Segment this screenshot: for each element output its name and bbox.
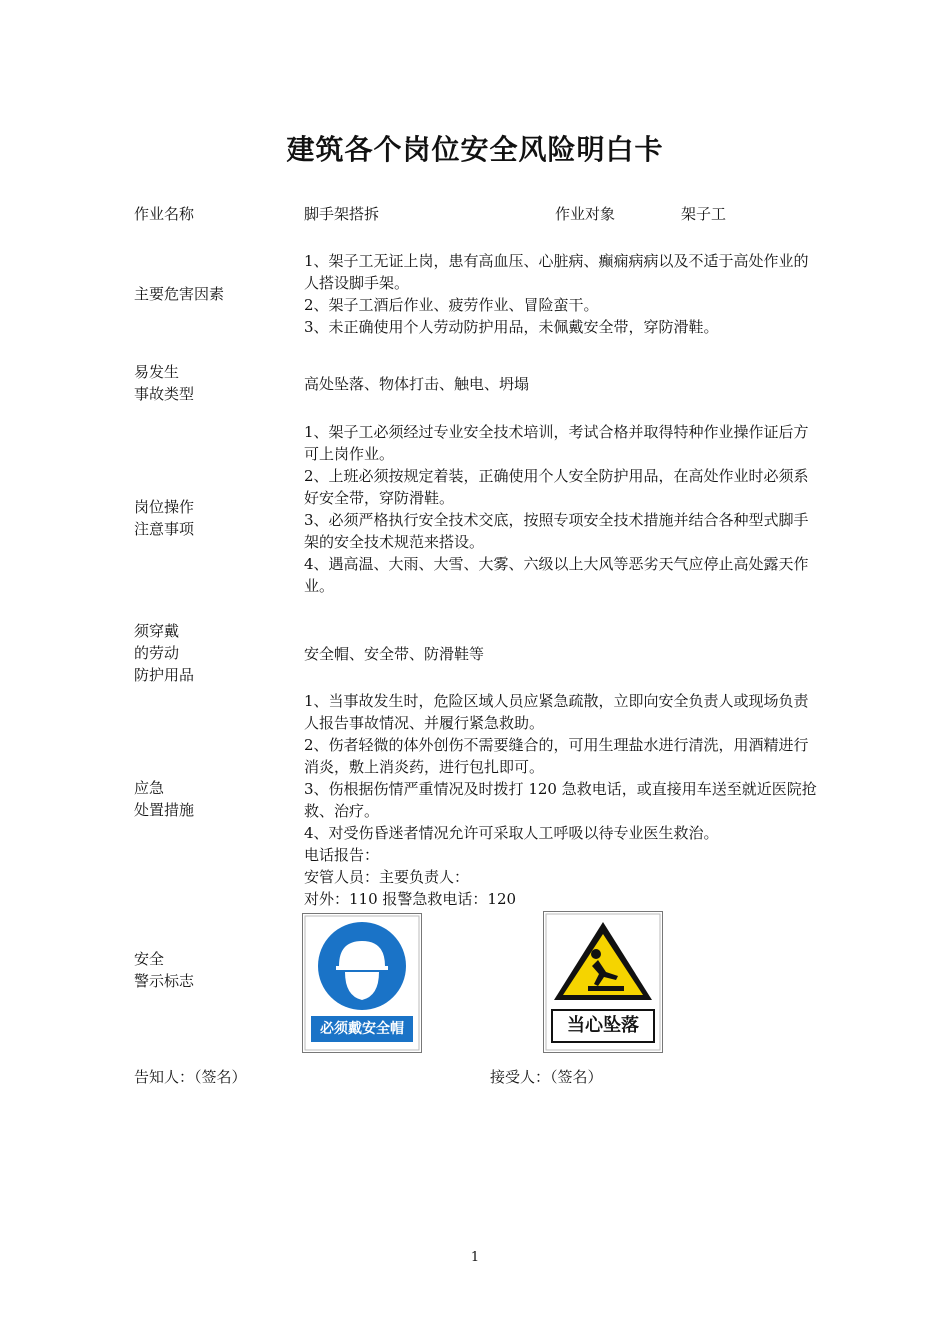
- accidents-value: 高处坠落、物体打击、触电、坍塌: [304, 375, 530, 393]
- hazard-item: 1、架子工无证上岗，患有高血压、心脏病、癫痫病病以及不适于高处作业的人搭设脚手架。: [304, 252, 809, 292]
- receiver-signature: 接受人：（签名）: [490, 1068, 603, 1086]
- accidents-label-line: 易发生: [134, 363, 180, 381]
- emergency-item: 2、伤者轻微的体外创伤不需要缝合的，可用生理盐水进行清洗，用酒精进行消炎，敷上消炎药，进行包扎即可。: [304, 736, 809, 776]
- caution-fall-sign: [543, 911, 663, 1053]
- ppe-label-line: 的劳动: [134, 644, 180, 662]
- accidents-label: [134, 361, 284, 405]
- emergency-label: [134, 777, 284, 821]
- must-wear-helmet-sign: [302, 913, 422, 1053]
- precautions-label-line: 注意事项: [134, 520, 195, 538]
- signs-label-line: 安全: [134, 950, 165, 968]
- emergency-list: [304, 690, 819, 910]
- ppe-label: [134, 620, 284, 686]
- fall-sign-text: 当心坠落: [567, 1015, 639, 1036]
- page-number: 1: [470, 1250, 480, 1265]
- hazard-item: 2、架子工酒后作业、疲劳作业、冒险蛮干。: [304, 296, 599, 314]
- precaution-item: 4、遇高温、大雨、大雪、大雾、六级以上大风等恶劣天气应停止高处露天作业。: [304, 555, 809, 595]
- precautions-label-line: 岗位操作: [134, 498, 195, 516]
- emergency-contacts: 安管人员：主要负责人：: [304, 868, 470, 886]
- hazards-list: [304, 250, 819, 338]
- hazards-label: 主要危害因素: [134, 285, 225, 303]
- page-title: 建筑各个岗位安全风险明白卡: [286, 133, 664, 166]
- precaution-item: 3、必须严格执行安全技术交底，按照专项安全技术措施并结合各种型式脚手架的安全技术规范来搭设。: [304, 511, 809, 551]
- precaution-item: 2、上班必须按规定着装，正确使用个人安全防护用品，在高处作业时必须系好安全带，穿防滑鞋。: [304, 467, 809, 507]
- emergency-label-line: 应急: [134, 779, 165, 797]
- emergency-item: 1、当事故发生时，危险区域人员应紧急疏散，立即向安全负责人或现场负责人报告事故情况、并履行紧急救助。: [304, 692, 809, 732]
- signs-label-line: 警示标志: [134, 972, 195, 990]
- emergency-item: 4、对受伤昏迷者情况允许可采取人工呼吸以待专业医生救治。: [304, 824, 719, 842]
- emergency-item: 3、伤根据伤情严重情况及时拨打 120 急救电话，或直接用车送至就近医院抢救、治疗。: [304, 780, 817, 820]
- job-target-label: 作业对象: [555, 205, 616, 223]
- job-name-value: 脚手架搭拆: [304, 205, 380, 223]
- emergency-phone-heading: 电话报告：: [304, 846, 380, 864]
- hazard-item: 3、未正确使用个人劳动防护用品，未佩戴安全带，穿防滑鞋。: [304, 318, 719, 336]
- precautions-list: [304, 421, 819, 597]
- emergency-external: 对外：110 报警急救电话：120: [304, 890, 517, 908]
- signs-label: [134, 948, 284, 992]
- ppe-label-line: 防护用品: [134, 666, 195, 684]
- helmet-sign-text: 必须戴安全帽: [320, 1021, 404, 1037]
- informer-signature: 告知人：（签名）: [134, 1068, 247, 1086]
- job-name-label: 作业名称: [134, 205, 195, 223]
- ppe-value: 安全帽、安全带、防滑鞋等: [304, 645, 485, 663]
- precautions-label: [134, 496, 284, 540]
- precaution-item: 1、架子工必须经过专业安全技术培训，考试合格并取得特种作业操作证后方可上岗作业。: [304, 423, 809, 463]
- emergency-label-line: 处置措施: [134, 801, 195, 819]
- job-target-value: 架子工: [681, 205, 727, 223]
- ppe-label-line: 须穿戴: [134, 622, 180, 640]
- accidents-label-line: 事故类型: [134, 385, 195, 403]
